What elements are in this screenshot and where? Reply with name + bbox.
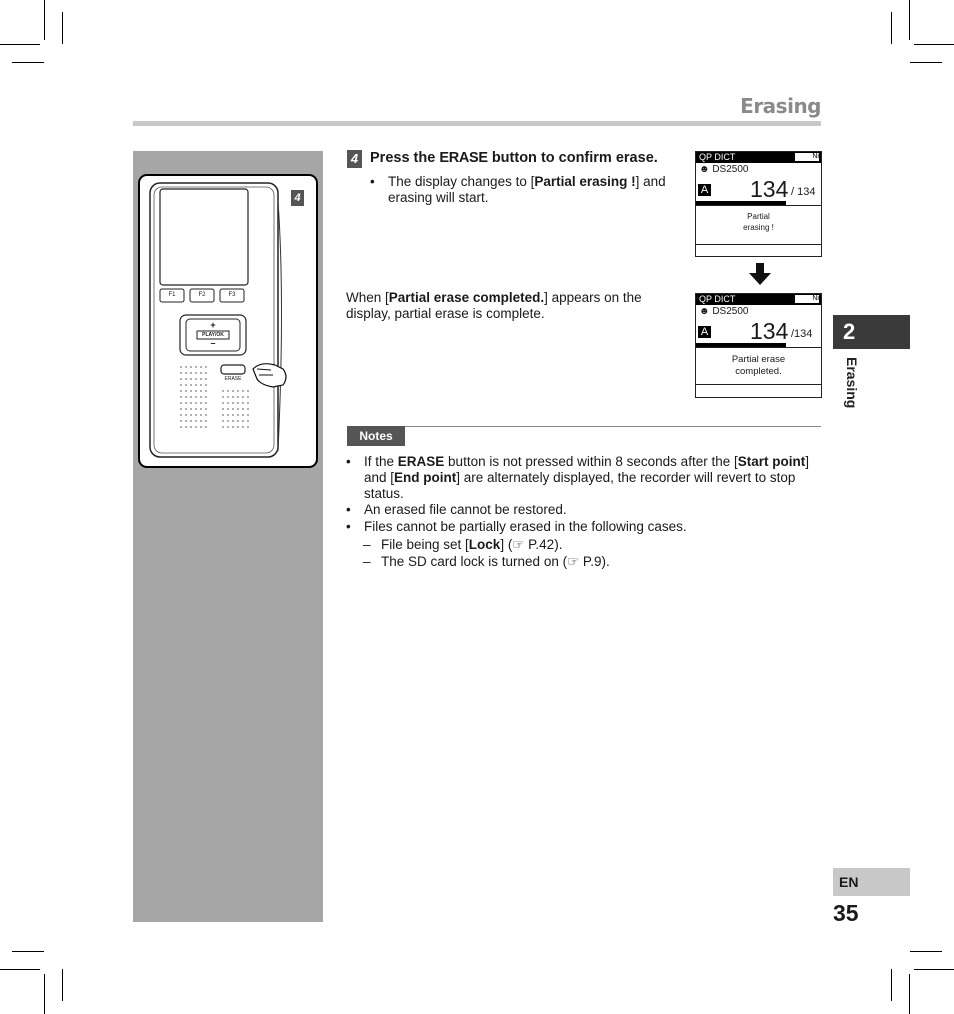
title-rule <box>133 121 821 126</box>
notes-label: Notes <box>347 426 405 446</box>
lcd-partial-erasing: QP DICT Ni ☻ DS2500 A 134 / 134 Partial erasing ! <box>695 151 822 257</box>
lcd-partial-erase-completed: QP DICT Ni ☻ DS2500 A 134 /134 Partial erase completed. <box>695 293 822 398</box>
crop-mark <box>12 951 44 952</box>
crop-mark <box>44 974 45 1014</box>
crop-mark <box>914 44 954 45</box>
step-bullet: • The display changes to [Partial erasing !] and erasing will start. <box>370 174 666 205</box>
crop-mark <box>62 969 63 1001</box>
language-badge: EN <box>833 868 910 896</box>
battery-icon: Ni <box>795 153 819 161</box>
file-total: / 134 <box>791 186 816 198</box>
file-name: DS2500 <box>712 164 749 175</box>
step-heading: Press the ERASE button to confirm erase. <box>370 150 658 166</box>
f1-button-label: F1 <box>168 292 176 298</box>
f2-button-label: F2 <box>198 292 206 298</box>
folder-letter: A <box>698 184 711 196</box>
erase-button-label: ERASE <box>224 376 242 382</box>
crop-mark <box>910 62 942 63</box>
note-subitem: – File being set [Lock] (☞ P.42). <box>363 537 563 552</box>
chapter-label: Erasing <box>844 357 860 409</box>
crop-mark <box>12 62 44 63</box>
step-number: 4 <box>347 150 362 168</box>
folder-letter: A <box>698 326 711 338</box>
file-name: DS2500 <box>712 306 749 317</box>
note-subitem: – The SD card lock is turned on (☞ P.9). <box>363 554 610 569</box>
crop-mark <box>910 951 942 952</box>
crop-mark <box>44 0 45 40</box>
crop-mark <box>909 0 910 40</box>
popup-message: Partial erasing ! <box>696 205 821 245</box>
note-item: • If the ERASE button is not pressed within 8 seconds after the [Start point] and [End point] are alternately displayed, the recorder will revert to stop status. <box>346 454 809 501</box>
battery-icon: Ni <box>795 295 819 303</box>
illustration-panel <box>133 151 323 922</box>
crop-mark <box>62 12 63 44</box>
page-title: Erasing <box>740 94 821 118</box>
file-number: 134 <box>750 176 789 202</box>
popup-message: Partial erase completed. <box>696 347 821 385</box>
notes-rule <box>347 426 821 427</box>
crop-mark <box>914 969 954 970</box>
play-ok-button-label: PLAY/OK <box>202 332 224 338</box>
plus-button-label: + <box>210 320 216 330</box>
chapter-tab: 2 <box>833 315 910 349</box>
crop-mark <box>909 974 910 1014</box>
crop-mark <box>891 12 892 44</box>
page-number: 35 <box>833 900 859 926</box>
file-total: /134 <box>791 328 813 340</box>
note-item: • Files cannot be partially erased in the following cases. <box>346 519 687 534</box>
crop-mark <box>891 969 892 1001</box>
minus-button-label: – <box>210 338 216 348</box>
arrow-down-icon <box>747 261 773 287</box>
callout-number: 4 <box>291 190 304 206</box>
crop-mark <box>0 44 40 45</box>
f3-button-label: F3 <box>228 292 236 298</box>
note-item: • An erased file cannot be restored. <box>346 502 567 517</box>
crop-mark <box>0 969 40 970</box>
completion-text: When [Partial erase completed.] appears on the display, partial erase is complete. <box>346 290 642 321</box>
file-number: 134 <box>750 318 789 344</box>
